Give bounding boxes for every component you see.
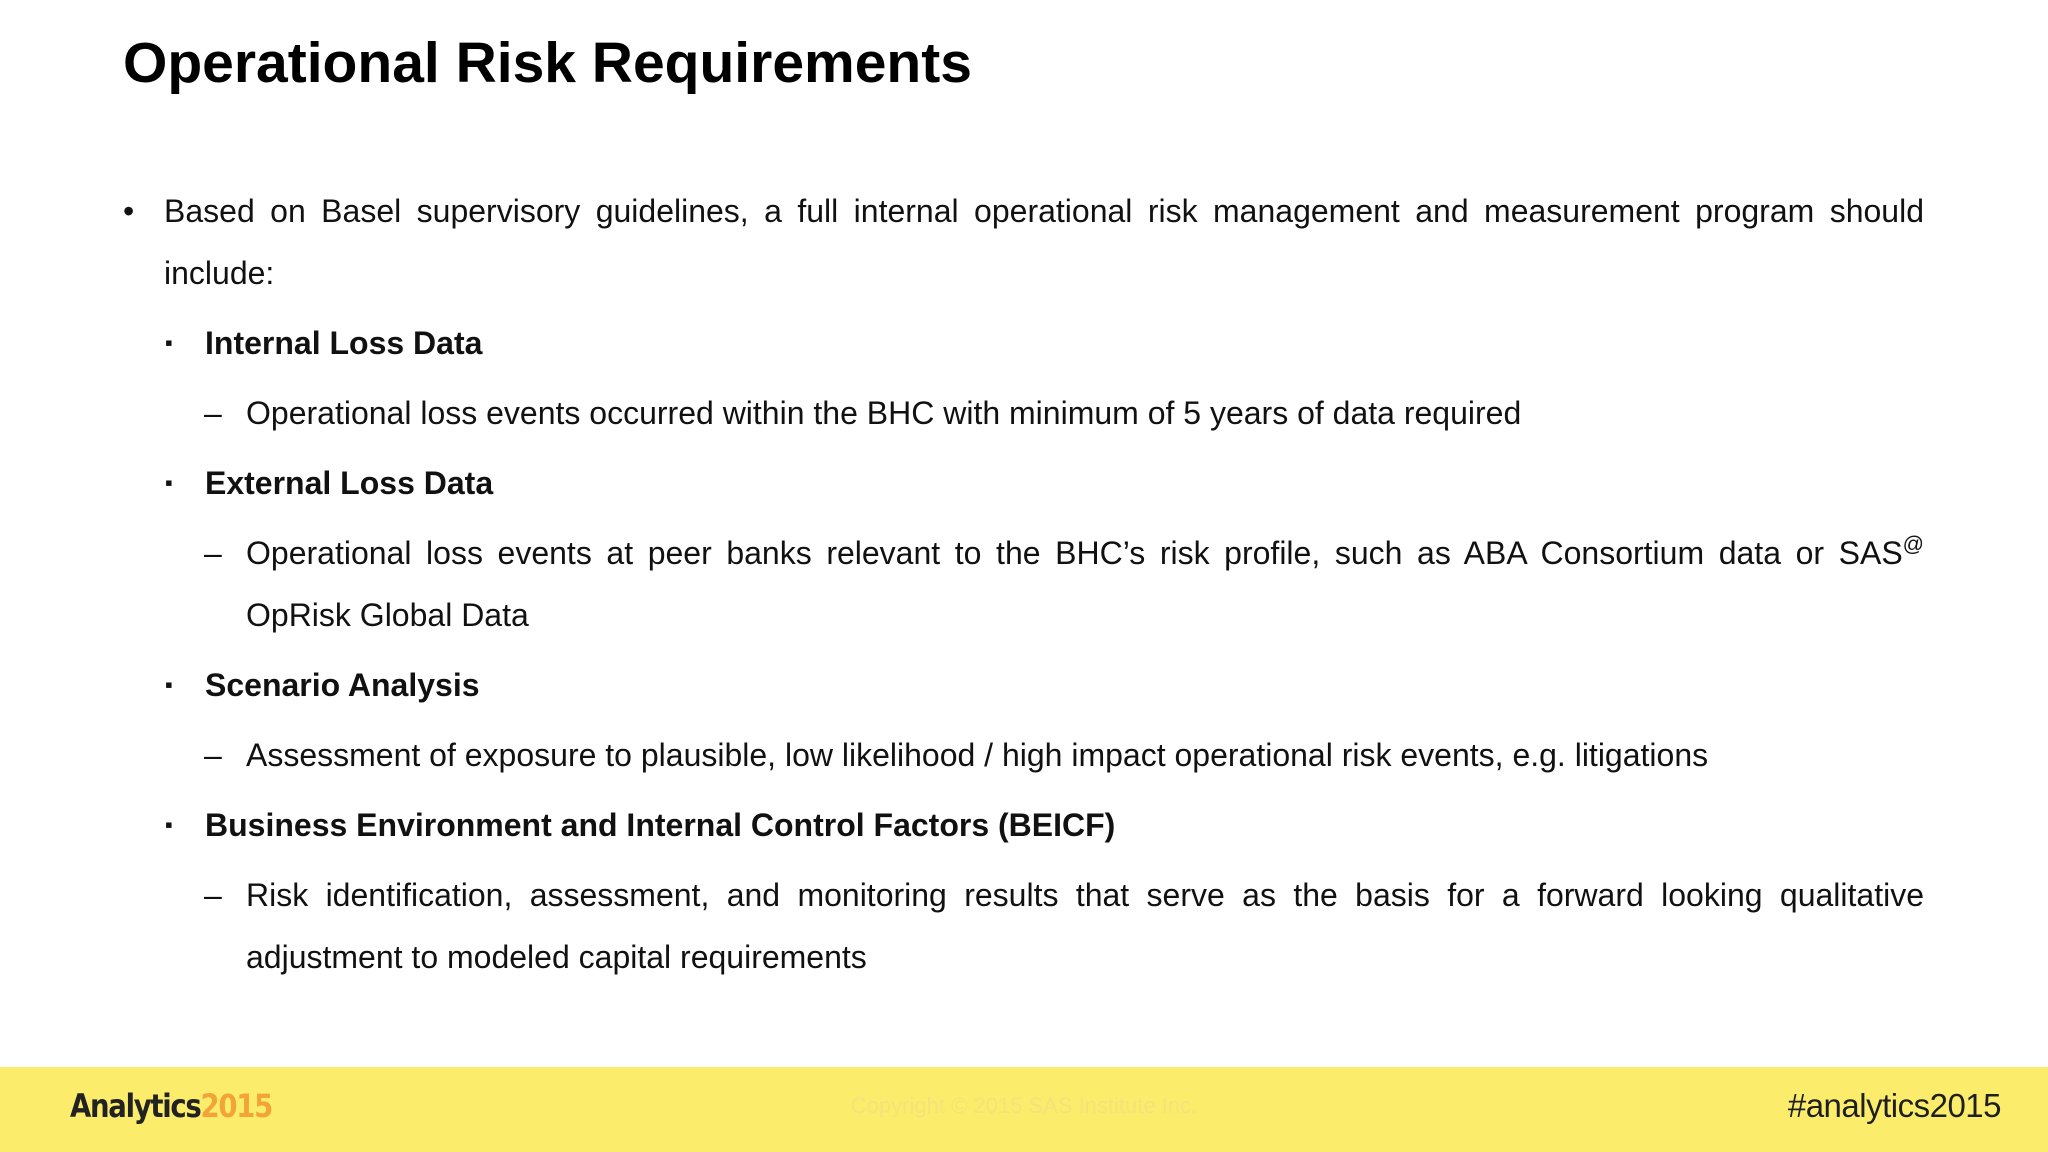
- item-detail-tail: OpRisk Global Data: [246, 597, 529, 633]
- item-detail-internal-loss: [204, 382, 1924, 444]
- dash-bullet-icon: –: [204, 395, 222, 431]
- item-detail-external-loss: [204, 522, 1924, 646]
- item-heading-external-loss: [165, 452, 1924, 514]
- logo-year: 2015: [200, 1087, 272, 1125]
- copyright-notice: Copyright © 2015 SAS Institute Inc.: [850, 1093, 1198, 1118]
- item-detail-beicf: [204, 864, 1924, 988]
- dash-bullet-icon: –: [204, 737, 222, 773]
- item-heading-scenario-analysis: [165, 654, 1924, 716]
- item-detail-text: Operational loss events occurred within the BHC with minimum of 5 years of data required: [246, 395, 1522, 431]
- logo-word: Analytics: [70, 1087, 201, 1125]
- footer-bar: [0, 1067, 2048, 1152]
- dash-bullet-icon: –: [204, 877, 222, 913]
- slide-body: [0, 180, 2048, 988]
- slide-title: Operational Risk Requirements: [123, 31, 972, 95]
- item-detail-scenario-analysis: [204, 724, 1924, 786]
- intro-text: Based on Basel supervisory guidelines, a full internal operational risk management and measurement program should include:: [164, 193, 1924, 291]
- item-detail-text: Risk identification, assessment, and monitoring results that serve as the basis for a forward looking qualitative adjustment to modeled capital requirements: [246, 877, 1924, 975]
- item-detail-text: Operational loss events at peer banks relevant to the BHC’s risk profile, such as ABA Consortium data or SAS: [246, 535, 1903, 571]
- square-bullet-icon: ▪: [165, 812, 173, 837]
- square-bullet-icon: ▪: [165, 672, 173, 697]
- square-bullet-icon: ▪: [165, 330, 173, 355]
- item-heading-text: Scenario Analysis: [205, 667, 480, 703]
- item-heading-internal-loss: [165, 312, 1924, 374]
- item-detail-text: Assessment of exposure to plausible, low likelihood / high impact operational risk events, e.g. litigations: [246, 737, 1709, 773]
- round-bullet-icon: •: [123, 193, 135, 229]
- item-heading-beicf: [165, 794, 1924, 856]
- dash-bullet-icon: –: [204, 535, 222, 571]
- superscript-mark: @: [1902, 533, 1924, 556]
- intro-bullet: [123, 180, 1924, 304]
- item-heading-text: Business Environment and Internal Control Factors (BEICF): [205, 807, 1116, 843]
- square-bullet-icon: ▪: [165, 470, 173, 495]
- item-heading-text: External Loss Data: [205, 465, 494, 501]
- item-heading-text: Internal Loss Data: [205, 325, 483, 361]
- event-hashtag: #analytics2015: [1787, 1087, 2001, 1124]
